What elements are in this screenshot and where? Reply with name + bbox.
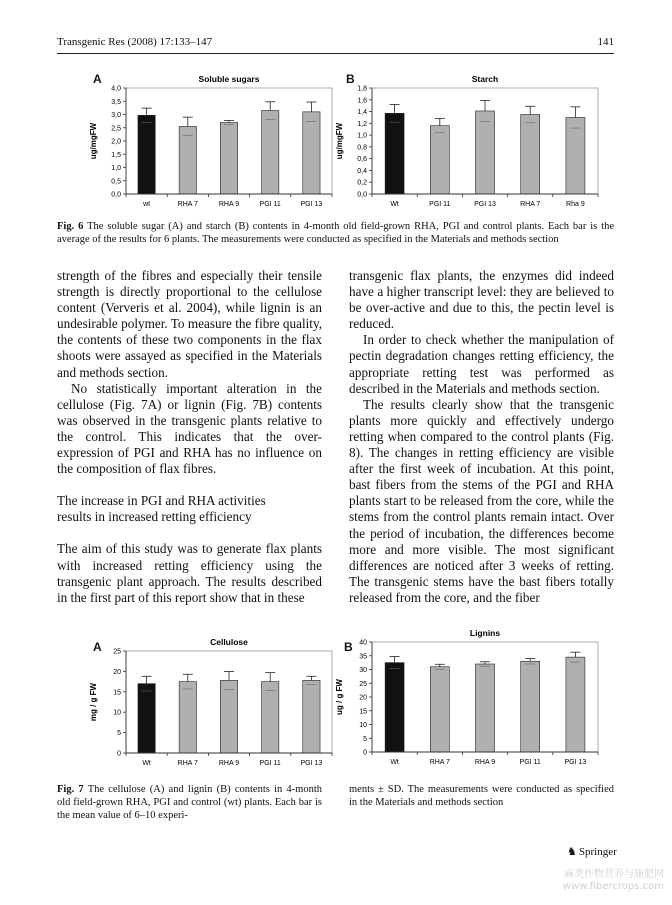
x-tick-label: Wt <box>142 760 151 767</box>
chart-starch <box>330 68 606 208</box>
y-tick-label: 5 <box>117 730 121 738</box>
y-tick-label: 35 <box>359 653 367 661</box>
bar-3 <box>220 122 237 194</box>
chart-svg <box>330 68 606 208</box>
y-tick-label: 2,0 <box>111 138 121 146</box>
x-tick-label: RHA 7 <box>177 201 198 208</box>
panel-letter-7a: A <box>93 640 102 654</box>
y-axis-label: mg / g FW <box>89 682 98 722</box>
y-axis-label: ug / g FW <box>335 679 344 715</box>
x-tick-label: PGI 13 <box>564 759 587 766</box>
bar-3 <box>220 680 237 753</box>
left-paragraph-2: No statistically important alteration in the cellulose (Fig. 7A) or lignin (Fig. 7B) contents was observed in the transgenic plants relative to the control. This indicates that the over-expression of PGI and RHA has no influence on the composition of flax fibres. <box>57 380 322 477</box>
y-axis-label: ug/mgFW <box>335 122 344 160</box>
x-tick-label: PGI 11 <box>259 201 281 208</box>
x-tick-label: PGI 11 <box>519 759 541 766</box>
right-column <box>349 268 614 606</box>
bar-1 <box>385 113 404 194</box>
springer-label: Springer <box>578 846 617 858</box>
bar-3 <box>476 111 495 194</box>
x-tick-label: RHA 9 <box>474 759 496 766</box>
y-tick-label: 10 <box>359 722 367 729</box>
x-tick-label: RHA 7 <box>520 201 541 208</box>
y-tick-label: 1,0 <box>357 132 367 140</box>
chart-svg <box>78 633 340 773</box>
figure-6-caption-text: The soluble sugar (A) and starch (B) contents in 4-month old field-grown RHA, PGI and control plants. Each bar is the average of the results for 6 plants. The measurements were conducted as specified in the Materials and methods section <box>57 221 615 245</box>
figure-6-label: Fig. 6 <box>57 221 84 232</box>
figure-6-caption <box>57 220 614 246</box>
bar-5 <box>303 680 320 753</box>
bar-1 <box>385 663 404 752</box>
y-tick-label: 40 <box>359 639 367 647</box>
chart-title: Lignins <box>469 628 501 638</box>
springer-logo <box>567 845 617 858</box>
y-tick-label: 1,8 <box>357 85 367 93</box>
figure-7-label: Fig. 7 <box>57 784 84 795</box>
x-tick-label: RHA 7 <box>429 759 450 766</box>
x-tick-label: Wt <box>390 759 399 766</box>
page-number: 141 <box>597 36 614 48</box>
y-tick-label: 25 <box>359 680 367 688</box>
y-tick-label: 20 <box>359 694 367 702</box>
chart-soluble-sugars <box>78 68 340 208</box>
y-tick-label: 0,5 <box>111 178 121 186</box>
y-tick-label: 15 <box>113 689 121 697</box>
chart-cellulose <box>78 633 340 773</box>
y-tick-label: 2,5 <box>111 125 121 133</box>
watermark-line-2: www.fibercrops.com <box>562 881 664 892</box>
bar-2 <box>430 126 449 194</box>
panel-letter-7b: B <box>344 640 353 654</box>
x-tick-label: wt <box>143 201 151 208</box>
x-tick-label: RHA 9 <box>218 760 240 767</box>
section-heading-line-2: results in increased retting efficiency <box>57 509 252 525</box>
bar-2 <box>430 667 449 752</box>
y-tick-label: 3,5 <box>111 98 121 106</box>
panel-letter-6a: A <box>93 72 102 86</box>
y-tick-label: 1,4 <box>357 109 367 117</box>
y-tick-label: 15 <box>359 708 367 716</box>
right-paragraph-2: In order to check whether the manipulation of pectin degradation changes retting efficiency, the appropriate retting test was performed as described in the Materials and methods section. <box>349 332 614 396</box>
figure-7-caption-text: The cellulose (A) and lignin (B) contents in 4-month old field-grown RHA, PGI and control (wt) plants. Each bar is the mean value of 6–10 experi- <box>57 784 322 821</box>
figure-7-caption <box>57 783 322 822</box>
bar-1 <box>138 115 155 194</box>
section-heading-line-1: The increase in PGI and RHA activities <box>57 493 266 509</box>
y-tick-label: 0,8 <box>357 144 367 152</box>
x-tick-label: PGI 13 <box>300 760 323 767</box>
springer-horse-icon: ♞ <box>567 845 577 858</box>
x-tick-label: PGI 13 <box>474 201 496 208</box>
bar-5 <box>566 657 585 752</box>
watermark <box>563 869 664 893</box>
y-tick-label: 1,0 <box>111 165 121 172</box>
x-tick-label: RHA 7 <box>177 760 198 767</box>
bar-4 <box>262 111 279 194</box>
chart-title: Soluble sugars <box>198 74 260 84</box>
right-paragraph-1: transgenic flax plants, the enzymes did indeed have a higher transcript level: they are believed to be over-active and due to this, the pectin level is reduced. <box>349 268 614 332</box>
bar-2 <box>179 126 196 194</box>
chart-title: Cellulose <box>210 637 248 647</box>
chart-svg <box>330 625 606 773</box>
y-tick-label: 0,4 <box>357 167 367 175</box>
left-paragraph-3: The aim of this study was to generate flax plants with increased retting efficiency using the transgenic plant approach. The results described in the first part of this report show that in these <box>57 541 322 605</box>
x-tick-label: PGI 11 <box>429 201 451 208</box>
bar-4 <box>262 682 279 753</box>
y-axis-label: ug/mgFW <box>89 122 98 160</box>
y-tick-label: 0 <box>117 750 121 758</box>
chart-svg <box>78 68 340 208</box>
y-tick-label: 10 <box>113 709 121 717</box>
chart-title: Starch <box>471 74 499 84</box>
y-tick-label: 0,6 <box>357 156 367 164</box>
chart-lignins <box>330 625 606 773</box>
y-tick-label: 20 <box>113 668 121 676</box>
bar-1 <box>138 684 155 753</box>
bar-4 <box>521 661 540 752</box>
left-column <box>57 268 322 606</box>
y-tick-label: 0,0 <box>111 191 121 199</box>
running-header-journal: Transgenic Res (2008) 17:133–147 <box>57 36 213 48</box>
y-tick-label: 1,5 <box>111 151 121 159</box>
panel-letter-6b: B <box>346 72 355 86</box>
x-tick-label: PGI 13 <box>300 201 323 208</box>
y-tick-label: 5 <box>363 735 367 743</box>
y-tick-label: 0,2 <box>357 179 367 187</box>
figure-7-caption-continued: ments ± SD. The measurements were conducted as specified in the Materials and methods section <box>349 784 614 808</box>
x-tick-label: PGI 11 <box>259 760 281 767</box>
y-tick-label: 3,0 <box>111 112 121 119</box>
bar-2 <box>179 682 196 753</box>
right-paragraph-3: The results clearly show that the transgenic plants more quickly and effectively undergo retting when compared to the control plants (Fig. 8). The changes in retting efficiency are visible after the first week of incubation. At this point, bast fibers from the stems of the PGI and RHA plants start to be released from the core, while the stems from the control plants remain intact. Over the period of incubation, the differences become more and more visible. The most significant differences are noticed after 3 weeks of retting. The transgenic stems have the bast fibers totally released from the core, and the fiber <box>349 396 614 605</box>
bar-5 <box>566 117 585 194</box>
y-tick-label: 4,0 <box>111 85 121 93</box>
y-tick-label: 0,0 <box>357 191 367 199</box>
header-rule <box>57 53 614 54</box>
bar-3 <box>476 664 495 752</box>
x-tick-label: Rha 9 <box>566 201 585 208</box>
y-tick-label: 25 <box>113 648 121 656</box>
y-tick-label: 0 <box>363 749 367 757</box>
x-tick-label: Wt <box>390 201 399 208</box>
y-tick-label: 1,2 <box>357 120 367 128</box>
bar-4 <box>521 115 540 195</box>
x-tick-label: RHA 9 <box>218 201 240 208</box>
y-tick-label: 1,6 <box>357 97 367 105</box>
watermark-line-1: 麻类作物营养与施肥网 <box>564 869 664 880</box>
bar-5 <box>303 112 320 194</box>
left-paragraph-1: strength of the fibres and especially their tensile strength is directly proportional to the cellulose content (Ververis et al. 2004), while lignin is an undesirable polymer. To measure the fibre quality, the contents of these two components in the flax shoots were assayed as specified in the Materials and methods section. <box>57 268 322 380</box>
y-tick-label: 30 <box>359 667 367 674</box>
